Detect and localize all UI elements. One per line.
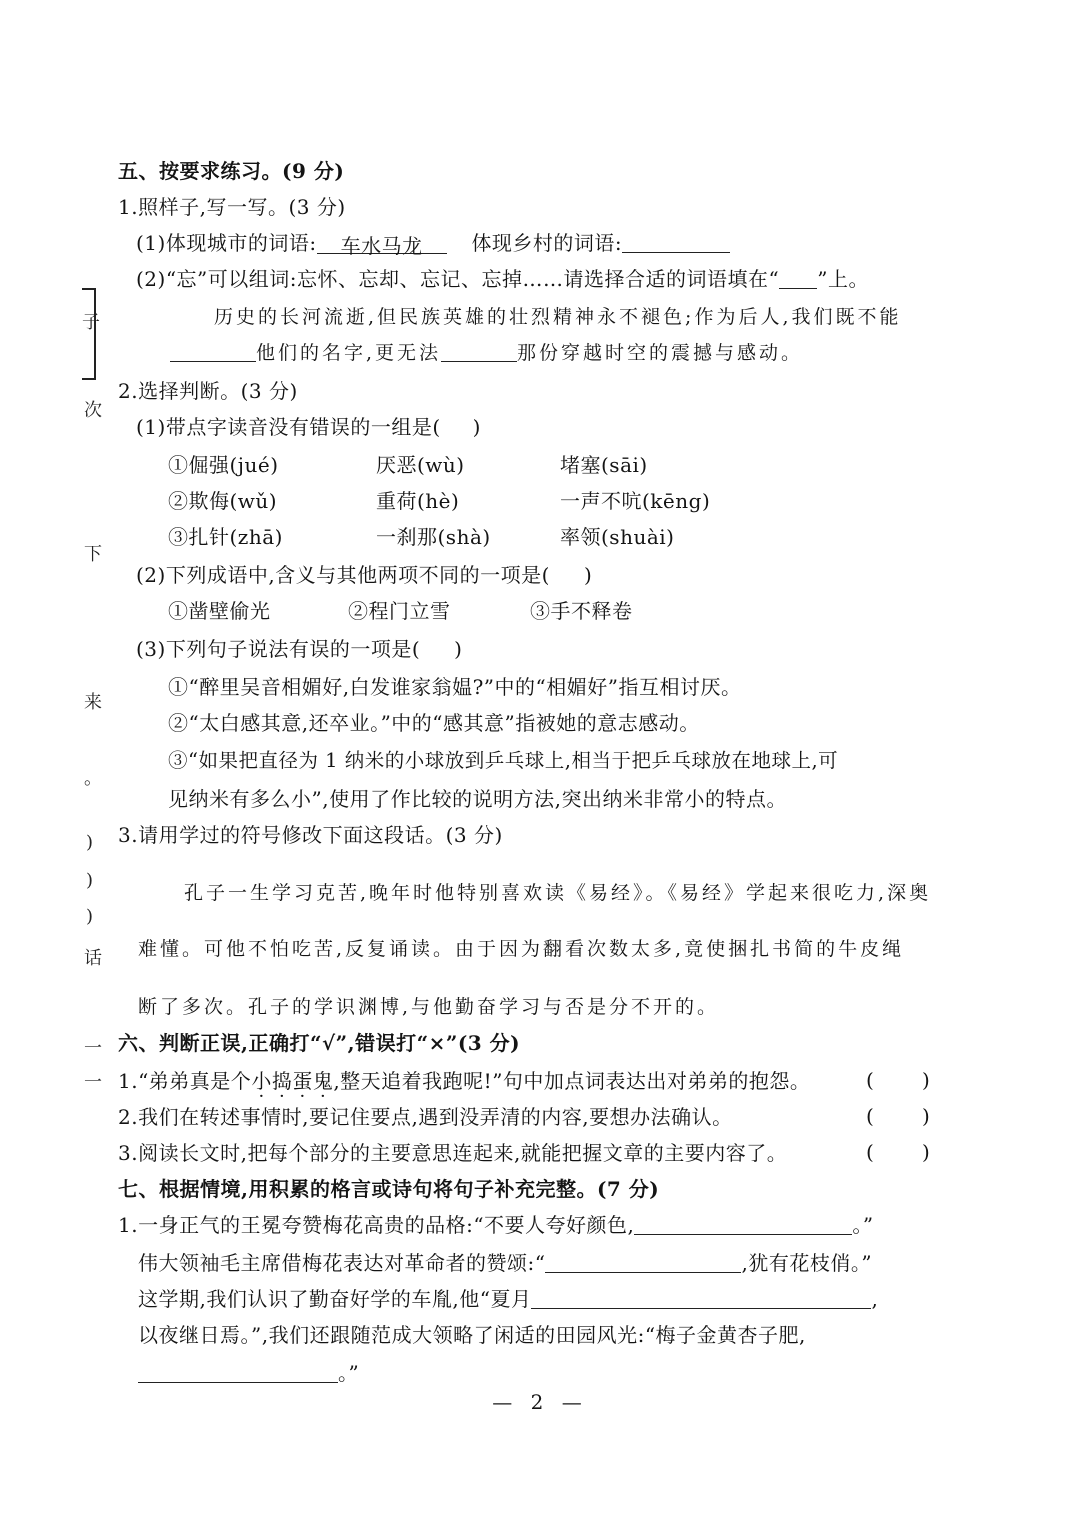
answer-paren-close-3[interactable]: ) — [922, 1140, 930, 1164]
answer-paren-open-1[interactable]: ( — [866, 1068, 874, 1092]
option-1a: ①倔强(jué) — [168, 453, 279, 477]
q1-part2 — [136, 266, 869, 292]
q1-part2-end: ”上。 — [817, 267, 869, 291]
q2-sub2 — [136, 562, 592, 588]
q3-passage-line2: 难懂。可他不怕吃苦,反复诵读。由于因为翻看次数太多,竟使捆扎书简的牛皮绳 — [138, 938, 905, 960]
q3-passage-line1: 孔子一生学习克苦,晚年时他特别喜欢读《易经》。《易经》学起来很吃力,深奥 — [184, 882, 932, 904]
q2-sub2-text: (2)下列成语中,含义与其他两项不同的一项是( — [136, 563, 550, 587]
q2-title: 2.选择判断。(3 分) — [118, 379, 298, 403]
passage-line-1: 历史的长河流逝,但民族英雄的壮烈精神永不褪色;作为后人,我们既不能 — [214, 306, 902, 328]
q3-passage-line3: 断了多次。孔子的学识渊博,与他勤奋学习与否是分不开的。 — [138, 996, 720, 1018]
margin-char: 话 — [84, 948, 102, 969]
dotted-char: 小 — [251, 1069, 272, 1093]
option-3b: 一刹那(shà) — [376, 525, 491, 549]
answer-paren-close-2[interactable]: ) — [922, 1104, 930, 1128]
margin-char: ) — [86, 832, 94, 853]
q2-sub2-close: ) — [584, 563, 593, 587]
dotted-char: 蛋 — [292, 1069, 313, 1093]
poem-blank-4[interactable] — [138, 1362, 338, 1383]
answer-paren-open-3[interactable]: ( — [866, 1140, 874, 1164]
q2-sub1 — [136, 414, 481, 440]
margin-char: 。 — [84, 768, 102, 789]
section-5-title: 五、按要求练习。(9 分) — [118, 159, 345, 183]
fill-line-3-pre: 这学期,我们认识了勤奋好学的车胤,他“夏月 — [138, 1287, 532, 1311]
poem-blank-2[interactable] — [545, 1252, 741, 1273]
option-1b: 厌恶(wù) — [376, 453, 465, 477]
margin-char: 一 — [84, 1072, 102, 1093]
q1-part1 — [136, 230, 730, 256]
fill-line-5-end: 。” — [338, 1361, 360, 1385]
margin-char: 来 — [84, 692, 102, 713]
judge-item-3: 3.阅读长文时,把每个部分的主要意思连起来,就能把握文章的主要内容了。 — [118, 1141, 788, 1165]
margin-char: 下 — [84, 544, 102, 565]
q2-sub1-close: ) — [472, 415, 481, 439]
idiom-b: ②程门立雪 — [348, 599, 451, 623]
judge-item-2: 2.我们在转述事情时,要记住要点,遇到没弄清的内容,要想办法确认。 — [118, 1105, 733, 1129]
judge-item-1-post: ,整天追着我跑呢!”句中加点词表达出对弟弟的抱怨。 — [333, 1069, 811, 1093]
statement-c-line2: 见纳米有多么小”,使用了作比较的说明方法,突出纳米非常小的特点。 — [168, 787, 787, 811]
q2-sub3 — [136, 636, 462, 662]
statement-b: ②“太白感其意,还卒业。”中的“感其意”指被她的意志感动。 — [168, 711, 700, 735]
margin-char: ) — [86, 906, 94, 927]
fill-blank-1[interactable] — [170, 341, 256, 362]
passage-mid: 他们的名字,更无法 — [256, 342, 442, 364]
q1-part1-middle[interactable]: 体现乡村的词语: — [471, 231, 623, 255]
passage-end: 那份穿越时空的震撼与感动。 — [517, 342, 804, 364]
example-blank — [779, 268, 817, 289]
fill-line-1-pre: 1.一身正气的王冕夸赞梅花高贵的品格:“不要人夸好颜色, — [118, 1213, 635, 1237]
answer-paren-close-1[interactable]: ) — [922, 1068, 930, 1092]
dotted-char: 鬼 — [312, 1069, 334, 1093]
q2-sub3-close: ) — [454, 637, 463, 661]
option-2a: ②欺侮(wǔ) — [168, 489, 278, 513]
binding-bracket-top — [94, 288, 96, 380]
option-2c: 一声不吭(kēng) — [560, 489, 711, 513]
idiom-a: ①凿壁偷光 — [168, 599, 271, 623]
statement-c-line1: ③“如果把直径为 1 纳米的小球放到乒乓球上,相当于把乒乓球放在地球上,可 — [168, 749, 839, 772]
fill-line-3 — [138, 1286, 878, 1312]
option-3c: 率领(shuài) — [560, 525, 675, 549]
binding-bracket-tick-1 — [82, 288, 94, 290]
fill-line-2 — [138, 1250, 872, 1276]
fill-line-2-pre: 伟大领袖毛主席借梅花表达对革命者的赞颂:“ — [138, 1251, 546, 1275]
fill-line-4: 以夜继日焉。”,我们还跟随范成大领略了闲适的田园风光:“梅子金黄杏子肥, — [138, 1323, 806, 1347]
q3-title: 3.请用学过的符号修改下面这段话。(3 分) — [118, 823, 503, 847]
passage-line-2 — [170, 340, 803, 366]
margin-char: 次 — [84, 400, 102, 421]
poem-blank-3[interactable] — [531, 1288, 871, 1309]
section-6-title: 六、判断正误,正确打“√”,错误打“×”(3 分) — [118, 1031, 521, 1055]
fill-line-2-end: ,犹有花枝俏。” — [741, 1251, 873, 1275]
binding-bracket-tick-2 — [82, 378, 94, 380]
poem-blank-1[interactable] — [634, 1214, 852, 1235]
rural-word-blank[interactable] — [622, 232, 730, 253]
fill-line-1 — [118, 1212, 874, 1238]
option-3a: ③扎针(zhā) — [168, 525, 283, 549]
fill-line-5 — [138, 1360, 359, 1386]
margin-char: 子 — [82, 312, 100, 333]
option-2b: 重荷(hè) — [376, 489, 460, 513]
fill-line-3-end: , — [871, 1287, 879, 1311]
fill-blank-2[interactable] — [441, 341, 517, 362]
dotted-char: 捣 — [271, 1069, 293, 1093]
margin-char: ) — [86, 870, 94, 891]
option-1c: 堵塞(sāi) — [560, 453, 648, 477]
margin-char: 一 — [84, 1038, 102, 1059]
q1-title: 1.照样子,写一写。(3 分) — [118, 195, 346, 219]
q1-part1-prefix: (1)体现城市的词语: — [136, 231, 317, 255]
page-number: — 2 — — [492, 1390, 588, 1414]
q1-part2-text: (2)“忘”可以组词:忘怀、忘却、忘记、忘掉……请选择合适的词语填在“ — [136, 267, 780, 291]
q1-part1-example-blank — [317, 233, 447, 258]
judge-item-1-pre: 1.“弟弟真是个 — [118, 1069, 252, 1093]
q1-part1-example: 车水马龙 — [340, 234, 423, 258]
statement-a: ①“醉里吴音相媚好,白发谁家翁媪?”中的“相媚好”指互相讨厌。 — [168, 675, 742, 699]
idiom-c: ③手不释卷 — [530, 599, 633, 623]
answer-paren-open-2[interactable]: ( — [866, 1104, 874, 1128]
section-7-title: 七、根据情境,用积累的格言或诗句将句子补充完整。(7 分) — [118, 1177, 660, 1201]
q2-sub3-text: (3)下列句子说法有误的一项是( — [136, 637, 421, 661]
fill-line-1-end: 。” — [852, 1213, 874, 1237]
q2-sub1-text: (1)带点字读音没有错误的一组是( — [136, 415, 441, 439]
judge-item-1 — [118, 1068, 810, 1094]
